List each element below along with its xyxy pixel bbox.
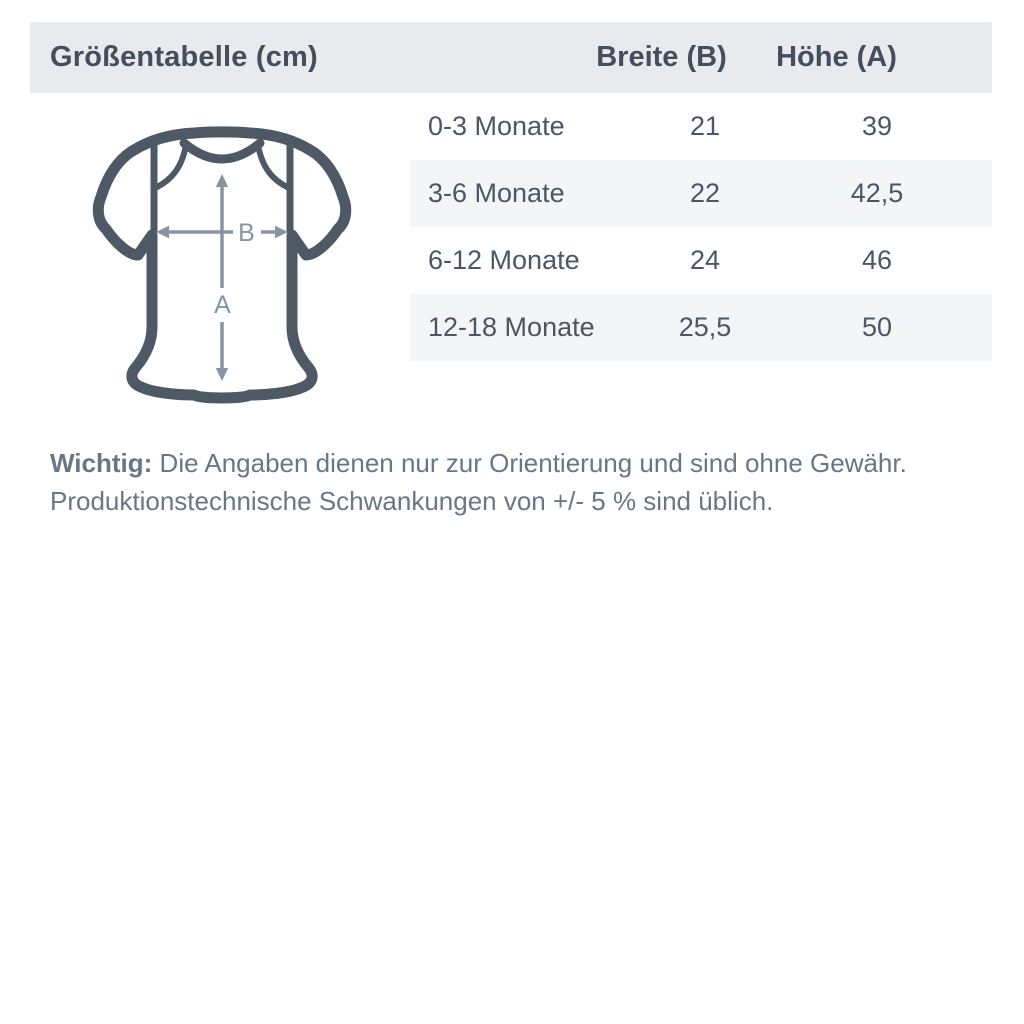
row-size-label: 3-6 Monate — [428, 178, 565, 208]
column-header-hoehe: Höhe (A) — [776, 41, 897, 73]
height-arrow-label: A — [214, 291, 232, 319]
table-row — [410, 93, 992, 160]
row-hoehe-value: 50 — [861, 312, 893, 342]
row-breite-value: 25,5 — [678, 312, 732, 342]
row-size-label: 0-3 Monate — [428, 111, 565, 141]
size-table-rows — [410, 93, 992, 361]
baby-bodysuit-icon — [92, 129, 352, 401]
row-breite-value: 22 — [689, 178, 721, 208]
note-label: Wichtig: — [50, 448, 153, 478]
note-line-2: Produktionstechnische Schwankungen von +/- 5 % sind üblich. — [50, 486, 774, 516]
table-row — [410, 294, 992, 361]
important-note — [50, 444, 980, 520]
size-table-header — [30, 22, 992, 93]
row-breite-value: 21 — [689, 111, 721, 141]
row-hoehe-value: 42,5 — [850, 178, 904, 208]
width-arrow-label: B — [238, 219, 256, 247]
row-hoehe-value: 39 — [861, 111, 893, 141]
row-size-label: 12-18 Monate — [428, 312, 595, 342]
column-header-breite: Breite (B) — [596, 41, 727, 73]
table-row — [410, 160, 992, 227]
row-hoehe-value: 46 — [861, 245, 893, 275]
bodysuit-diagram — [92, 129, 352, 401]
row-breite-value: 24 — [689, 245, 721, 275]
row-size-label: 6-12 Monate — [428, 245, 580, 275]
table-row — [410, 227, 992, 294]
note-line-1: Die Angaben dienen nur zur Orientierung und sind ohne Gewähr. — [159, 448, 907, 478]
size-table-title: Größentabelle (cm) — [50, 41, 318, 73]
